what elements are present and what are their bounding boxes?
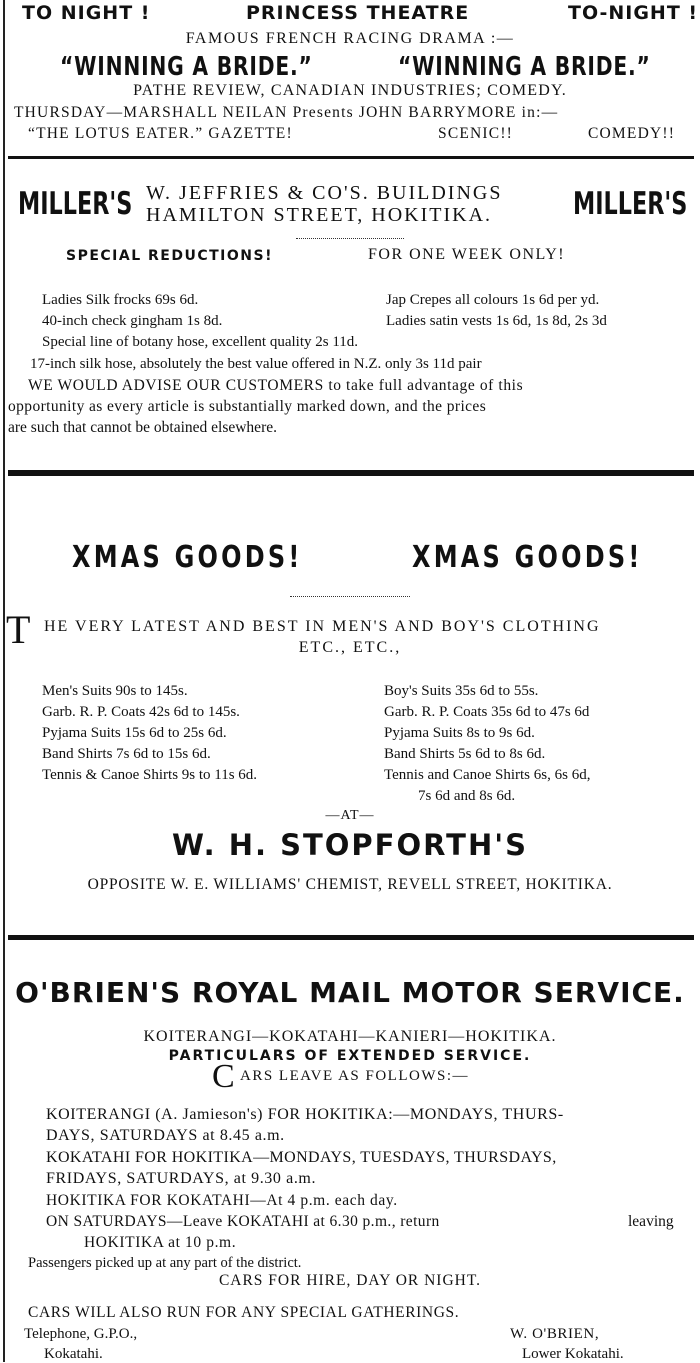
list-item: Garb. R. P. Coats 35s 6d to 47s 6d <box>384 704 590 720</box>
xmas-heading-left: XMAS GOODS! <box>72 540 303 575</box>
divider-rule <box>8 935 694 940</box>
advise-line-2: opportunity as every article is substantially marked down, and the prices <box>8 398 487 415</box>
special-reductions: SPECIAL REDUCTIONS! <box>66 248 273 264</box>
item-silk-frocks: Ladies Silk frocks 69s 6d. <box>42 292 199 308</box>
list-item: Tennis & Canoe Shirts 9s to 11s 6d. <box>42 767 258 783</box>
special-line: CARS WILL ALSO RUN FOR ANY SPECIAL GATHERINGS. <box>28 1304 460 1321</box>
list-item: Pyjama Suits 8s to 9s 6d. <box>384 725 535 741</box>
latest-line-2: ETC., ETC., <box>298 639 402 656</box>
list-item: Band Shirts 5s 6d to 8s 6d. <box>384 746 546 762</box>
route-line: KOITERANGI—KOKATAHI—KANIERI—HOKITIKA. <box>143 1028 557 1045</box>
obrien-ad <box>0 942 700 1362</box>
kokatahi-line-1: KOKATAHI FOR HOKITIKA—MONDAYS, TUESDAYS, THURSDAYS, <box>46 1149 557 1166</box>
list-item: Garb. R. P. Coats 42s 6d to 145s. <box>42 704 240 720</box>
feature-right: “WINNING A BRIDE.” <box>398 52 651 82</box>
dropcap-c: C <box>212 1058 235 1095</box>
millers-address-1: W. JEFFRIES & CO'S. BUILDINGS <box>146 182 503 204</box>
saturdays-line-2: HOKITIKA at 10 p.m. <box>84 1234 237 1251</box>
millers-ad <box>0 160 700 465</box>
advise-line-1: WE WOULD ADVISE OUR CUSTOMERS to take full advantage of this <box>28 377 524 394</box>
list-item: 7s 6d and 8s 6d. <box>418 788 516 804</box>
comedy-text: COMEDY!! <box>588 125 676 142</box>
item-satin-vests: Ladies satin vests 1s 6d, 1s 8d, 2s 3d <box>386 313 607 329</box>
millers-name-left: MILLER'S <box>18 186 133 222</box>
thursday-line: THURSDAY—MARSHALL NEILAN Presents JOHN BARRYMORE in:— <box>14 104 559 121</box>
list-item: Men's Suits 90s to 145s. <box>42 683 188 699</box>
koiterangi-line-1: KOITERANGI (A. Jamieson's) FOR HOKITIKA:—MONDAYS, THURS- <box>46 1106 564 1123</box>
kokatahi-line-2: FRIDAYS, SATURDAYS, at 9.30 a.m. <box>46 1170 317 1187</box>
tonight-left: TO NIGHT ! <box>22 2 151 24</box>
at-text: —AT— <box>325 808 375 823</box>
latest-line-1: HE VERY LATEST AND BEST IN MEN'S AND BOY'S CLOTHING <box>44 618 601 635</box>
item-silk-hose: 17-inch silk hose, absolutely the best value offered in N.Z. only 3s 11d pair <box>30 356 482 372</box>
item-jap-crepes: Jap Crepes all colours 1s 6d per yd. <box>386 292 600 308</box>
cars-leave-line: ARS LEAVE AS FOLLOWS:— <box>240 1068 469 1084</box>
xmas-ad <box>0 478 700 933</box>
koiterangi-line-2: DAYS, SATURDAYS at 8.45 a.m. <box>46 1127 285 1144</box>
theatre-ad <box>0 0 700 158</box>
obrien-title: O'BRIEN'S ROYAL MAIL MOTOR SERVICE. <box>15 976 685 1009</box>
stopforth-name: W. H. STOPFORTH'S <box>171 828 528 862</box>
saturdays-line-1: ON SATURDAYS—Leave KOKATAHI at 6.30 p.m., return <box>46 1213 440 1230</box>
list-item: Boy's Suits 35s 6d to 55s. <box>384 683 539 699</box>
millers-name-right: MILLER'S <box>573 186 688 222</box>
xmas-heading-right: XMAS GOODS! <box>412 540 643 575</box>
tonight-right: TO-NIGHT ! <box>568 2 699 24</box>
pathe-line: PATHE REVIEW, CANADIAN INDUSTRIES; COMEDY. <box>133 82 567 99</box>
one-week-only: FOR ONE WEEK ONLY! <box>368 246 566 263</box>
boys-list <box>384 681 590 807</box>
theatre-title: PRINCESS THEATRE <box>246 2 470 24</box>
telephone-line: Telephone, G.P.O., <box>24 1326 138 1342</box>
dropcap-t: T <box>6 607 31 652</box>
item-botany-hose: Special line of botany hose, excellent quality 2s 11d. <box>42 334 359 350</box>
hire-line: CARS FOR HIRE, DAY OR NIGHT. <box>218 1272 482 1289</box>
lotus-line: “THE LOTUS EATER.” GAZETTE! <box>28 125 293 142</box>
signature-place: Lower Kokatahi. <box>522 1346 624 1362</box>
particulars-line: PARTICULARS OF EXTENDED SERVICE. <box>168 1048 532 1064</box>
drama-line: FAMOUS FRENCH RACING DRAMA :— <box>185 30 515 47</box>
feature-left: “WINNING A BRIDE.” <box>60 52 313 82</box>
opposite-line: OPPOSITE W. E. WILLIAMS' CHEMIST, REVELL STREET, HOKITIKA. <box>87 876 613 893</box>
millers-address-2: HAMILTON STREET, HOKITIKA. <box>146 204 493 226</box>
advise-line-3: are such that cannot be obtained elsewhere. <box>8 419 277 436</box>
ornament-dots <box>290 596 410 597</box>
list-item: Pyjama Suits 15s 6d to 25s 6d. <box>42 725 227 741</box>
passengers-line: Passengers picked up at any part of the district. <box>28 1255 302 1271</box>
hokitika-line: HOKITIKA FOR KOKATAHI—At 4 p.m. each day. <box>46 1192 398 1209</box>
item-gingham: 40-inch check gingham 1s 8d. <box>42 313 223 329</box>
telephone-place: Kokatahi. <box>44 1346 103 1362</box>
signature-name: W. O'BRIEN, <box>510 1326 600 1342</box>
list-item: Tennis and Canoe Shirts 6s, 6s 6d, <box>384 767 591 783</box>
scenic-text: SCENIC!! <box>438 125 514 142</box>
divider-rule <box>8 470 694 476</box>
divider-rule <box>8 156 694 159</box>
mens-list <box>42 681 257 786</box>
ornament-dots <box>296 238 404 239</box>
saturdays-leaving: leaving <box>628 1213 674 1230</box>
list-item: Band Shirts 7s 6d to 15s 6d. <box>42 746 211 762</box>
